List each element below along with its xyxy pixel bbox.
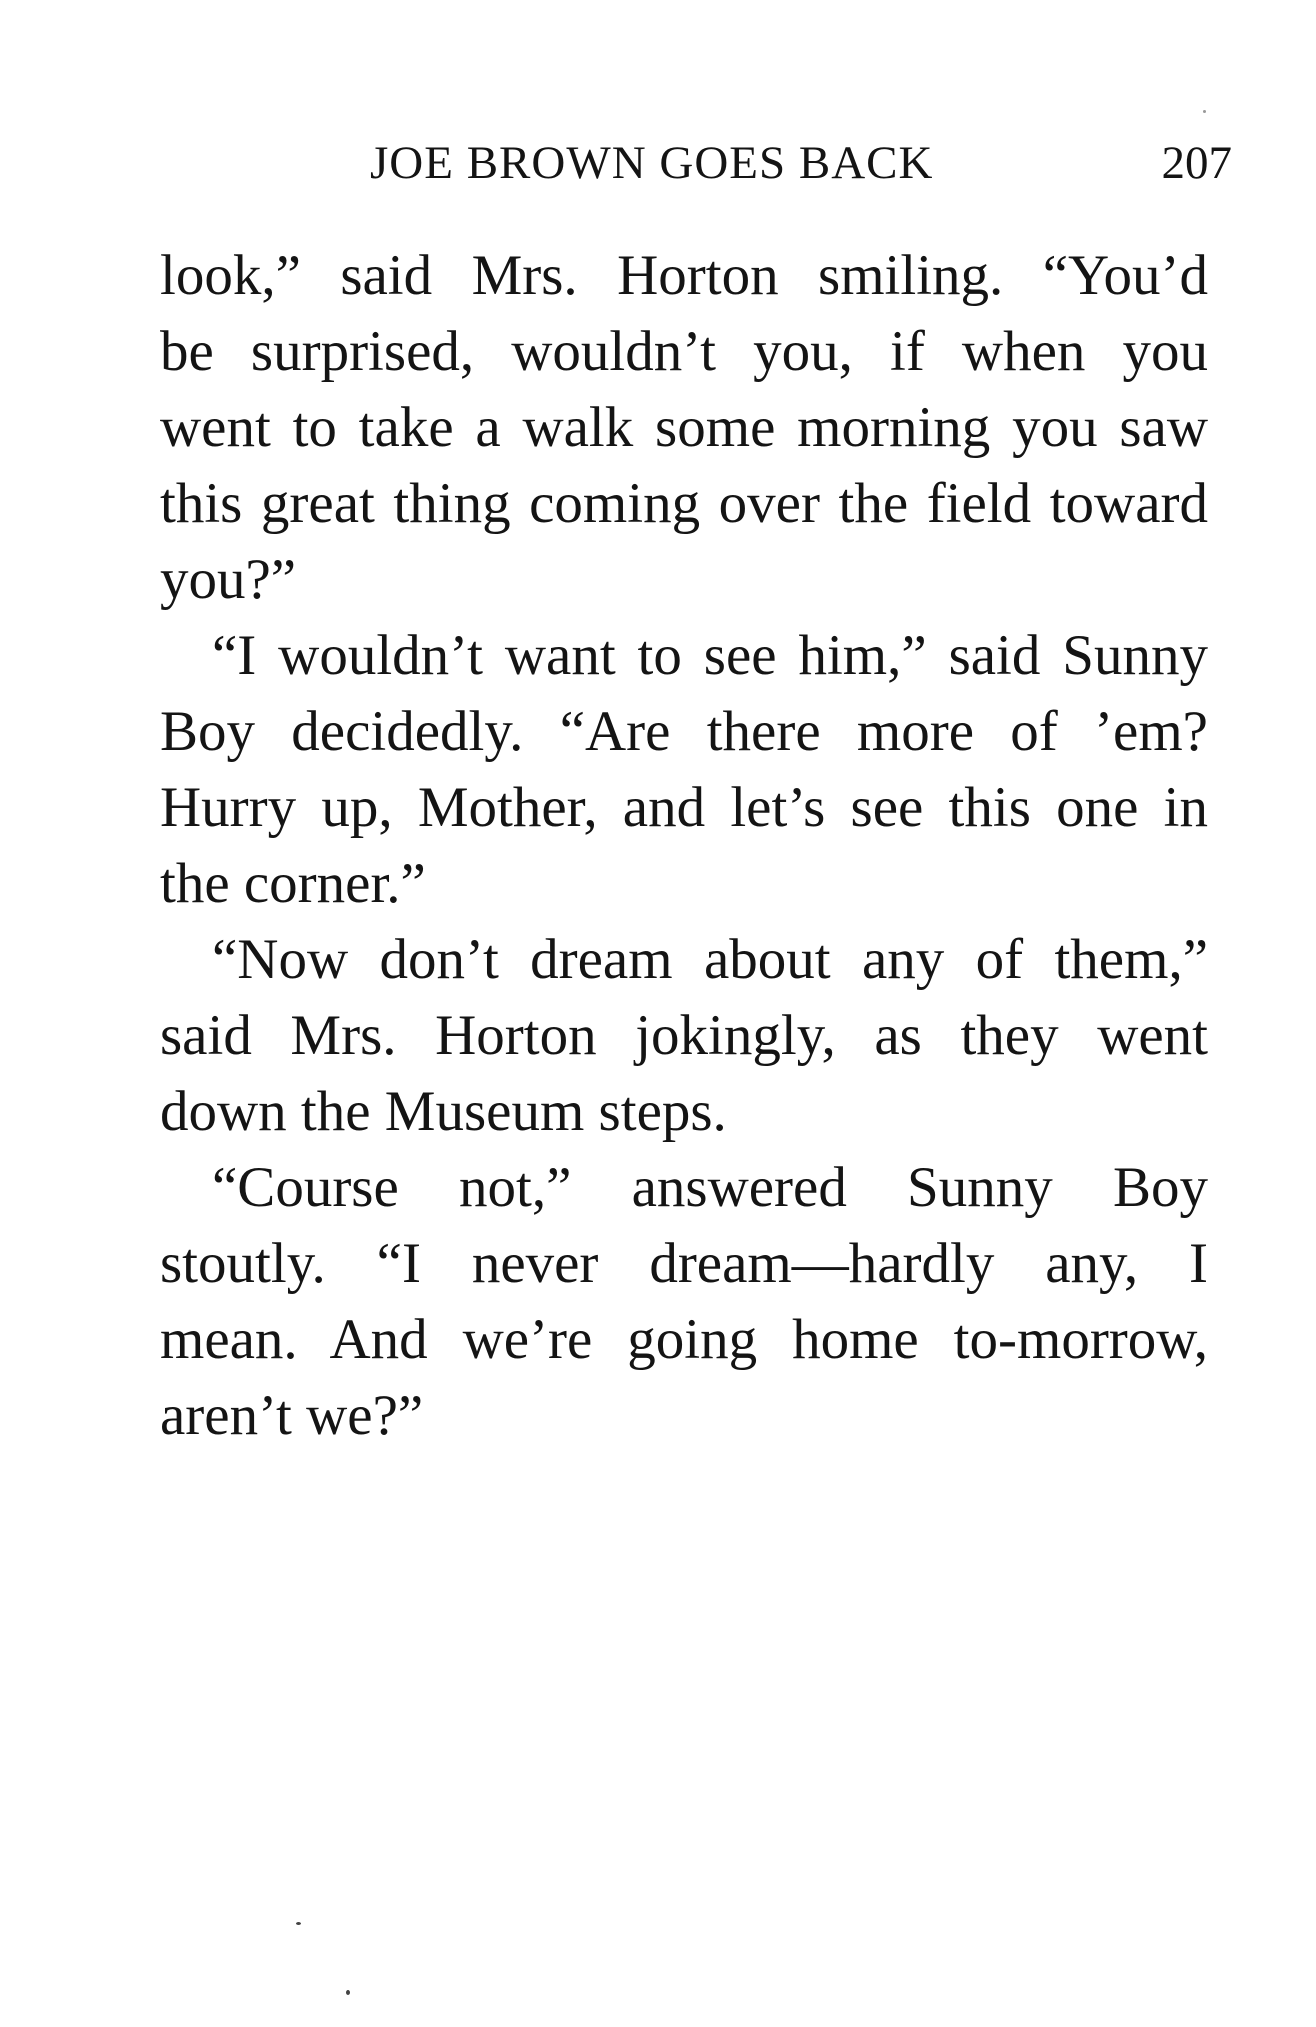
text-line: Boy decidedly. “Are there more of ’em? [160,700,1208,763]
text-line: you?” [160,548,297,611]
text-line: this great thing coming over the field toward [160,472,1208,535]
paper-speck [296,1922,301,1925]
running-title: JOE BROWN GOES BACK [370,137,934,189]
paper-speck [346,1990,350,1995]
text-line: “I wouldn’t want to see him,” said Sunny [212,624,1208,687]
text-line: stoutly. “I never dream—hardly any, I [160,1232,1208,1295]
text-line: said Mrs. Horton jokingly, as they went [160,1004,1208,1067]
text-line: look,” said Mrs. Horton smiling. “You’d [160,244,1208,307]
body-text [160,238,1208,1454]
text-line: Hurry up, Mother, and let’s see this one in [160,776,1208,839]
page-number: 207 [1161,137,1232,189]
paper-speck [1203,110,1206,113]
text-line: aren’t we?” [160,1384,424,1447]
text-line: down the Museum steps. [160,1080,727,1143]
running-head [370,128,1232,198]
text-line: went to take a walk some morning you saw [160,396,1208,459]
text-line: be surprised, wouldn’t you, if when you [160,320,1208,383]
text-line: “Course not,” answered Sunny Boy [212,1156,1208,1219]
text-line: mean. And we’re going home to-morrow, [160,1308,1208,1371]
text-line: “Now don’t dream about any of them,” [212,928,1208,991]
text-line: the corner.” [160,852,426,915]
